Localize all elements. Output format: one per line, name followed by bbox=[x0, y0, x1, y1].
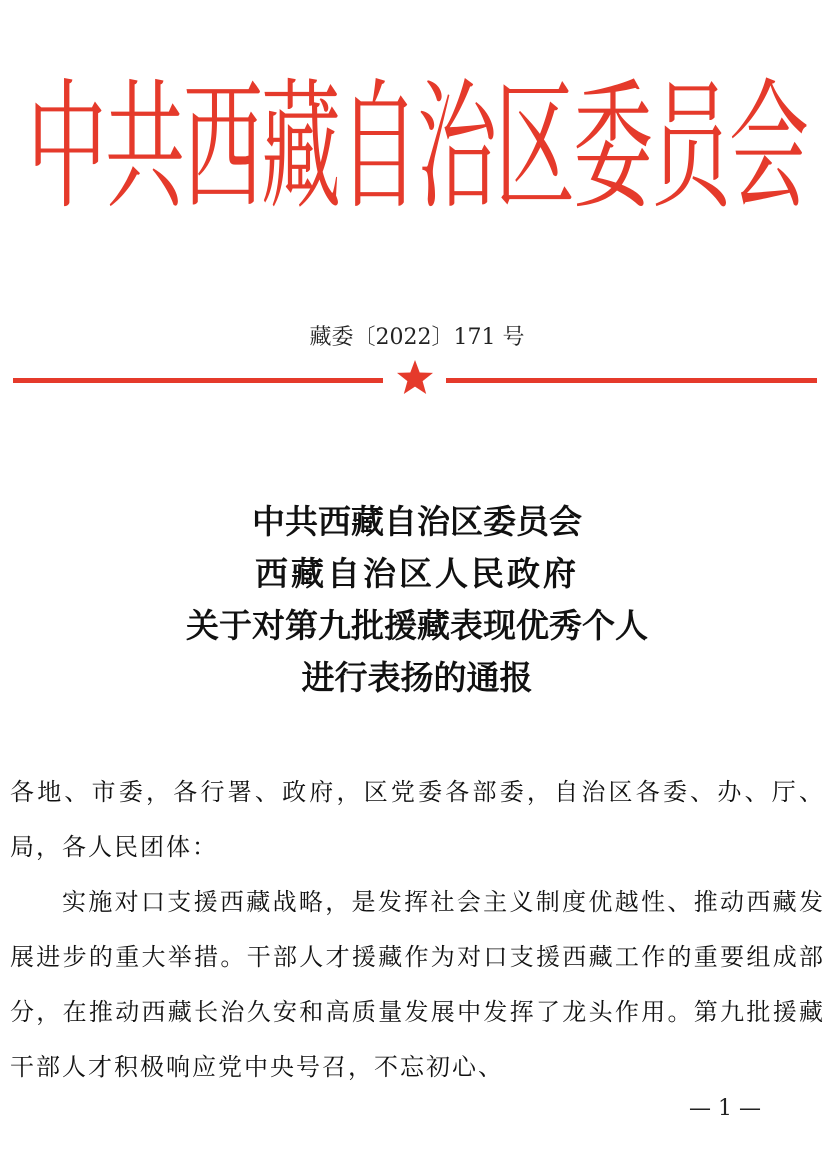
title-line-4: 进行表扬的通报 bbox=[301, 658, 533, 697]
five-pointed-star-icon bbox=[395, 358, 435, 398]
document-body bbox=[10, 765, 825, 1095]
body-paragraph-1: 实施对口支援西藏战略，是发挥社会主义制度优越性、推动西藏发展进步的重大举措。干部人才援藏作为对口支援西藏工作的重要组成部分，在推动西藏长治久安和高质量发展中发挥了龙头作用。第九批援藏干部人才积极响应党中央号召，不忘初心、 bbox=[10, 888, 825, 1081]
document-number: 藏委〔2022〕171 号 bbox=[309, 325, 525, 350]
page-number: — 1 — bbox=[689, 1096, 761, 1121]
title-line-2: 西藏自治区人民政府 bbox=[255, 554, 579, 593]
document-title bbox=[0, 496, 834, 704]
addressee-paragraph: 各地、市委，各行署、政府，区党委各部委，自治区各委、办、厅、局，各人民团体： bbox=[10, 778, 825, 861]
red-rule-left bbox=[13, 378, 383, 383]
title-line-3: 关于对第九批援藏表现优秀个人 bbox=[186, 606, 648, 645]
title-line-1: 中共西藏自治区委员会 bbox=[252, 502, 582, 541]
red-rule-right bbox=[446, 378, 817, 383]
masthead-issuer: 中共西藏自治区委员会 bbox=[27, 65, 807, 229]
